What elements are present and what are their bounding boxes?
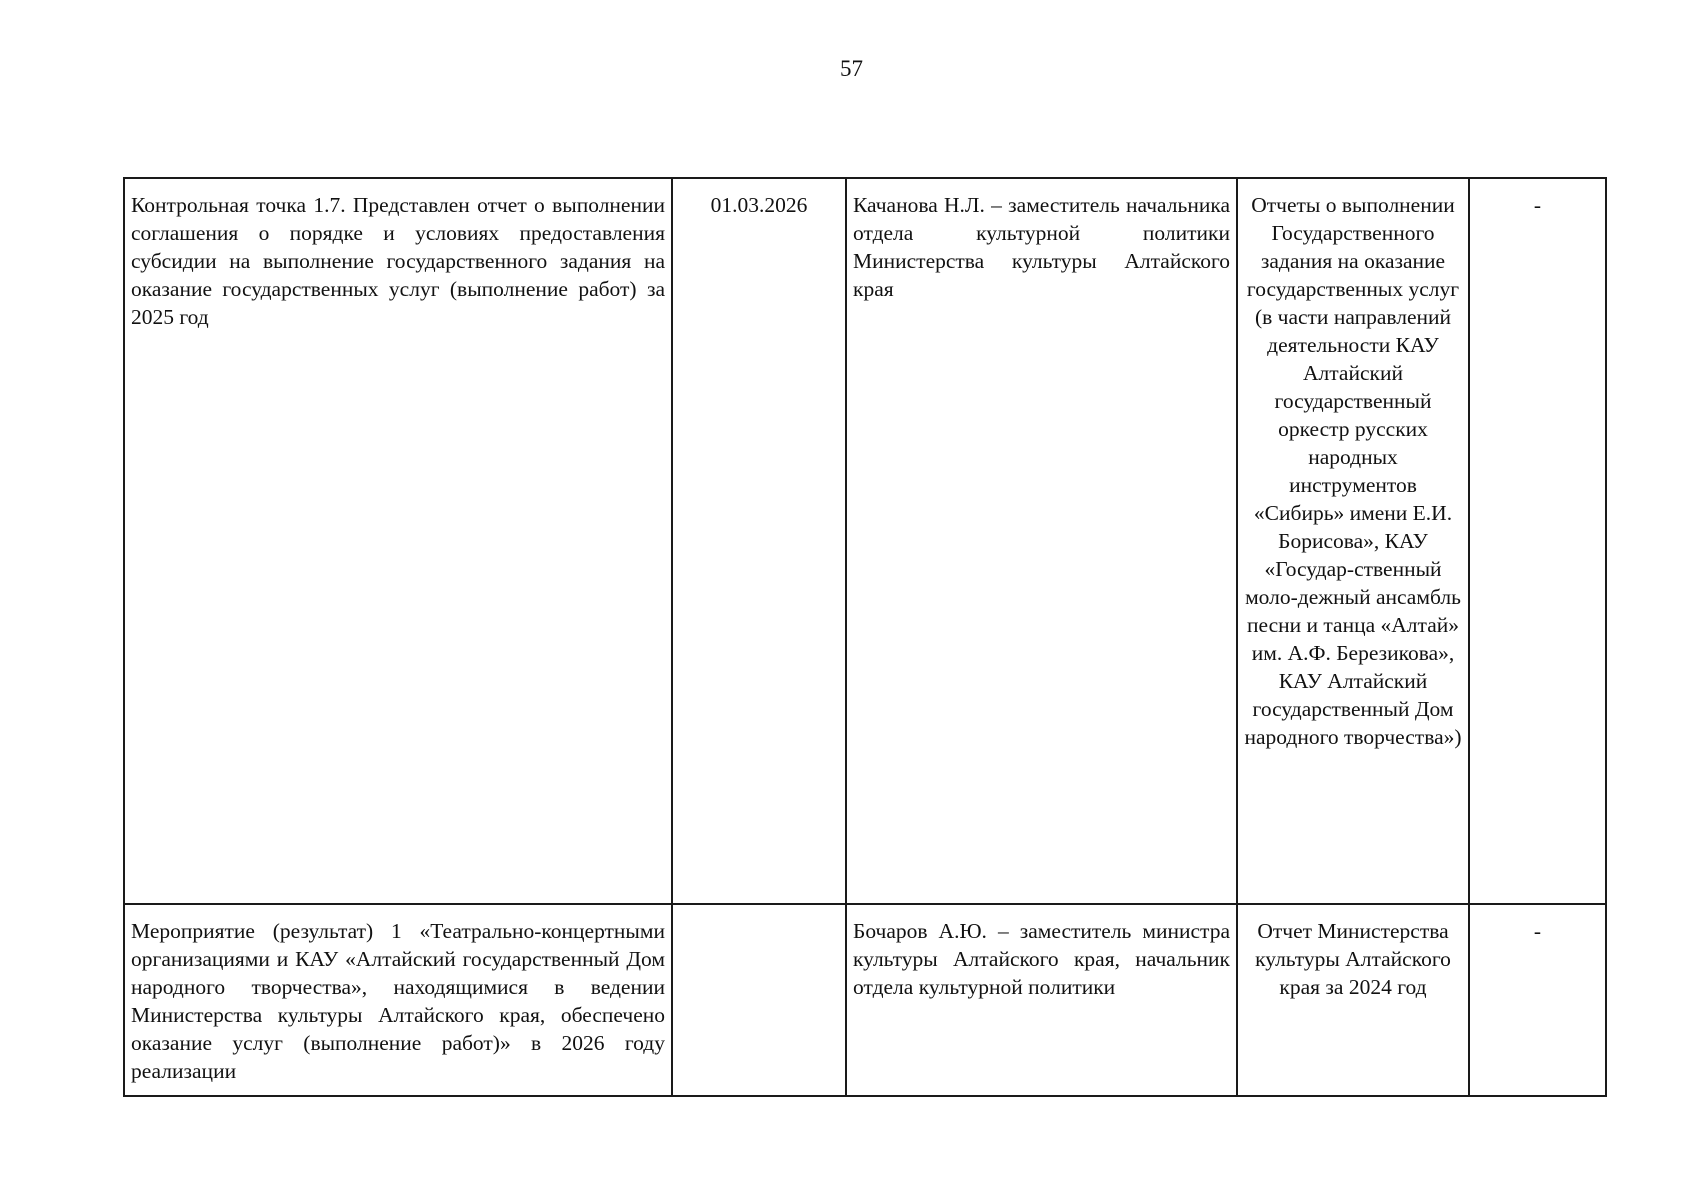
cell-note: - — [1469, 178, 1606, 904]
cell-description: Мероприятие (результат) 1 «Театрально-концертными организациями и КАУ «Алтайский государственный Дом народного творчества», находящимися в ведении Министерства культуры Алтайского края, обеспечено оказание услуг (выполнение работ)» в 2026 году реализации — [124, 904, 672, 1096]
cell-responsible: Бочаров А.Ю. – заместитель министра культуры Алтайского края, начальник отдела культурной политики — [846, 904, 1237, 1096]
table-row — [124, 178, 1606, 904]
cell-date: 01.03.2026 — [672, 178, 846, 904]
page-number: 57 — [840, 56, 863, 81]
cell-description: Контрольная точка 1.7. Представлен отчет о выполнении соглашения о порядке и условиях предоставления субсидии на выполнение государственного задания на оказание государственных услуг (выполнение работ) за 2025 год — [124, 178, 672, 904]
cell-document: Отчеты о выполнении Государственного задания на оказание государственных услуг (в части направлений деятельности КАУ Алтайский государственный оркестр русских народных инструментов «Сибирь» имени Е.И. Борисова», КАУ «Государ-ственный моло-дежный ансамбль песни и танца «Алтай» им. А.Ф. Березикова», КАУ Алтайский государственный Дом народного творчества») — [1237, 178, 1469, 904]
plan-table — [123, 177, 1607, 1097]
cell-date — [672, 904, 846, 1096]
cell-document: Отчет Министерства культуры Алтайского края за 2024 год — [1237, 904, 1469, 1096]
cell-note: - — [1469, 904, 1606, 1096]
table-row — [124, 904, 1606, 1096]
cell-responsible: Качанова Н.Л. – заместитель начальника отдела культурной политики Министерства культуры Алтайского края — [846, 178, 1237, 904]
